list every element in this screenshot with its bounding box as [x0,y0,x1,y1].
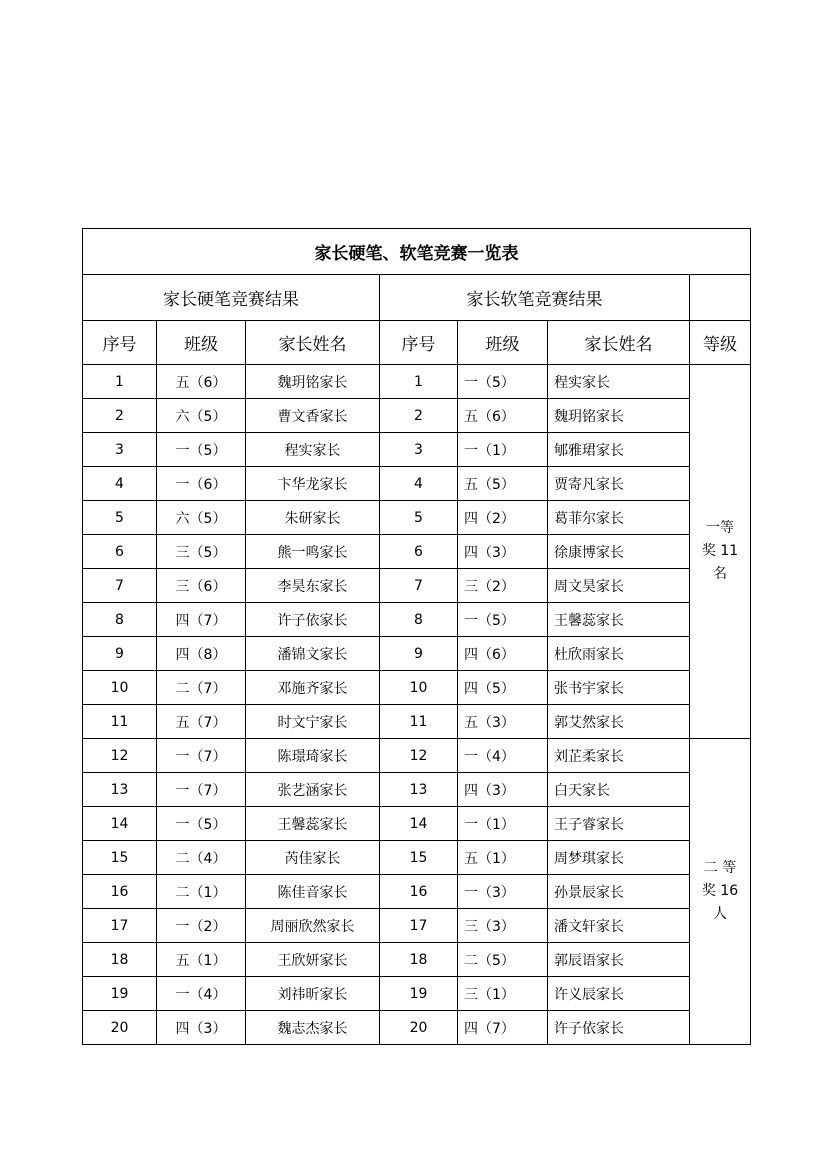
hard-class-cell: 五（7） [157,705,246,739]
hard-class-cell: 三（5） [157,535,246,569]
header-grade: 等级 [690,321,751,365]
grade-line: 二 等 [703,860,737,876]
hard-name-cell: 熊一鸣家长 [246,535,380,569]
table-row [83,535,751,569]
header-soft-class: 班级 [458,321,548,365]
soft-number-cell: 3 [380,433,458,467]
table-row [83,569,751,603]
hard-number-cell: 10 [83,671,157,705]
soft-name-cell: 徐康博家长 [548,535,690,569]
hard-class-cell: 四（3） [157,1011,246,1045]
soft-class-cell: 四（5） [458,671,548,705]
soft-class-cell: 一（1） [458,807,548,841]
soft-class-cell: 五（6） [458,399,548,433]
soft-number-cell: 16 [380,875,458,909]
table-row [83,807,751,841]
soft-number-cell: 10 [380,671,458,705]
hard-class-cell: 一（7） [157,739,246,773]
soft-class-cell: 四（2） [458,501,548,535]
soft-name-cell: 郭辰语家长 [548,943,690,977]
hard-class-cell: 一（4） [157,977,246,1011]
hard-name-cell: 王欣妍家长 [246,943,380,977]
hard-number-cell: 16 [83,875,157,909]
soft-name-cell: 周文昊家长 [548,569,690,603]
hard-name-cell: 刘祎昕家长 [246,977,380,1011]
soft-class-cell: 四（3） [458,535,548,569]
table-title: 家长硬笔、软笔竞赛一览表 [83,229,751,275]
header-hard-class: 班级 [157,321,246,365]
soft-number-cell: 9 [380,637,458,671]
table-row [83,467,751,501]
soft-name-cell: 杜欣雨家长 [548,637,690,671]
hard-number-cell: 2 [83,399,157,433]
hard-number-cell: 17 [83,909,157,943]
soft-name-cell: 王子睿家长 [548,807,690,841]
soft-number-cell: 2 [380,399,458,433]
table-row [83,875,751,909]
soft-name-cell: 潘文轩家长 [548,909,690,943]
header-soft-number: 序号 [380,321,458,365]
hard-number-cell: 18 [83,943,157,977]
hard-name-cell: 潘锦文家长 [246,637,380,671]
soft-number-cell: 11 [380,705,458,739]
section-header-blank [690,275,751,321]
soft-name-cell: 孙景辰家长 [548,875,690,909]
hard-number-cell: 12 [83,739,157,773]
table-row [83,909,751,943]
header-hard-number: 序号 [83,321,157,365]
soft-class-cell: 四（3） [458,773,548,807]
soft-name-cell: 张书宇家长 [548,671,690,705]
hard-name-cell: 芮佳家长 [246,841,380,875]
hard-name-cell: 周丽欣然家长 [246,909,380,943]
hard-class-cell: 二（7） [157,671,246,705]
hard-number-cell: 13 [83,773,157,807]
soft-number-cell: 8 [380,603,458,637]
hard-number-cell: 7 [83,569,157,603]
hard-number-cell: 19 [83,977,157,1011]
soft-class-cell: 五（5） [458,467,548,501]
hard-name-cell: 卞华龙家长 [246,467,380,501]
grade-line: 奖 16 [701,883,739,899]
table-row [83,399,751,433]
hard-class-cell: 五（1） [157,943,246,977]
soft-class-cell: 一（1） [458,433,548,467]
soft-name-cell: 周梦琪家长 [548,841,690,875]
table-row [83,671,751,705]
soft-class-cell: 一（3） [458,875,548,909]
hard-name-cell: 陈佳音家长 [246,875,380,909]
hard-name-cell: 陈璟琦家长 [246,739,380,773]
soft-class-cell: 四（7） [458,1011,548,1045]
soft-class-cell: 三（1） [458,977,548,1011]
soft-class-cell: 三（3） [458,909,548,943]
header-hard-name: 家长姓名 [246,321,380,365]
soft-number-cell: 7 [380,569,458,603]
hard-class-cell: 五（6） [157,365,246,399]
soft-name-cell: 葛菲尔家长 [548,501,690,535]
soft-number-cell: 20 [380,1011,458,1045]
soft-number-cell: 4 [380,467,458,501]
table-row [83,501,751,535]
table-row [83,1011,751,1045]
soft-name-cell: 许义辰家长 [548,977,690,1011]
hard-number-cell: 5 [83,501,157,535]
grade-line: 名 [713,566,728,582]
hard-class-cell: 二（4） [157,841,246,875]
hard-number-cell: 1 [83,365,157,399]
hard-class-cell: 四（7） [157,603,246,637]
soft-name-cell: 郇雅珺家长 [548,433,690,467]
hard-number-cell: 4 [83,467,157,501]
hard-pen-section-header: 家长硬笔竞赛结果 [83,275,380,321]
hard-class-cell: 六（5） [157,399,246,433]
soft-class-cell: 四（6） [458,637,548,671]
soft-name-cell: 刘芷柔家长 [548,739,690,773]
table-row [83,977,751,1011]
grade-line: 一等 [706,520,735,536]
soft-name-cell: 王馨蕊家长 [548,603,690,637]
table-row [83,841,751,875]
hard-name-cell: 时文宁家长 [246,705,380,739]
hard-class-cell: 六（5） [157,501,246,535]
table-row [83,637,751,671]
hard-name-cell: 魏志杰家长 [246,1011,380,1045]
hard-name-cell: 朱研家长 [246,501,380,535]
hard-name-cell: 魏玥铭家长 [246,365,380,399]
hard-name-cell: 李昊东家长 [246,569,380,603]
table-row [83,433,751,467]
hard-name-cell: 邓施齐家长 [246,671,380,705]
soft-number-cell: 5 [380,501,458,535]
hard-name-cell: 王馨蕊家长 [246,807,380,841]
hard-number-cell: 3 [83,433,157,467]
hard-number-cell: 8 [83,603,157,637]
table-row [83,603,751,637]
hard-name-cell: 许子依家长 [246,603,380,637]
hard-number-cell: 9 [83,637,157,671]
soft-number-cell: 13 [380,773,458,807]
soft-name-cell: 程实家长 [548,365,690,399]
grade-cell [690,365,751,739]
soft-name-cell: 魏玥铭家长 [548,399,690,433]
hard-name-cell: 程实家长 [246,433,380,467]
grade-cell [690,739,751,1045]
soft-class-cell: 一（5） [458,365,548,399]
hard-name-cell: 张艺涵家长 [246,773,380,807]
results-table [82,228,751,1045]
soft-name-cell: 白天家长 [548,773,690,807]
table-row [83,943,751,977]
hard-number-cell: 11 [83,705,157,739]
hard-class-cell: 三（6） [157,569,246,603]
soft-number-cell: 17 [380,909,458,943]
hard-class-cell: 二（1） [157,875,246,909]
soft-number-cell: 19 [380,977,458,1011]
soft-class-cell: 五（1） [458,841,548,875]
soft-name-cell: 许子依家长 [548,1011,690,1045]
soft-number-cell: 1 [380,365,458,399]
hard-class-cell: 一（7） [157,773,246,807]
soft-name-cell: 贾寄凡家长 [548,467,690,501]
soft-class-cell: 一（5） [458,603,548,637]
soft-number-cell: 12 [380,739,458,773]
grade-line: 奖 11 [701,543,739,559]
soft-class-cell: 二（5） [458,943,548,977]
header-soft-name: 家长姓名 [548,321,690,365]
table-row [83,773,751,807]
soft-class-cell: 五（3） [458,705,548,739]
grade-line: 人 [713,906,728,922]
soft-class-cell: 三（2） [458,569,548,603]
soft-class-cell: 一（4） [458,739,548,773]
soft-number-cell: 15 [380,841,458,875]
soft-number-cell: 18 [380,943,458,977]
hard-number-cell: 14 [83,807,157,841]
hard-class-cell: 一（5） [157,433,246,467]
table-row [83,739,751,773]
soft-number-cell: 6 [380,535,458,569]
hard-class-cell: 一（5） [157,807,246,841]
hard-number-cell: 20 [83,1011,157,1045]
hard-class-cell: 一（6） [157,467,246,501]
hard-class-cell: 四（8） [157,637,246,671]
hard-name-cell: 曹文香家长 [246,399,380,433]
soft-number-cell: 14 [380,807,458,841]
hard-class-cell: 一（2） [157,909,246,943]
table-row [83,365,751,399]
soft-pen-section-header: 家长软笔竞赛结果 [380,275,690,321]
table-row [83,705,751,739]
hard-number-cell: 6 [83,535,157,569]
soft-name-cell: 郭艾然家长 [548,705,690,739]
hard-number-cell: 15 [83,841,157,875]
